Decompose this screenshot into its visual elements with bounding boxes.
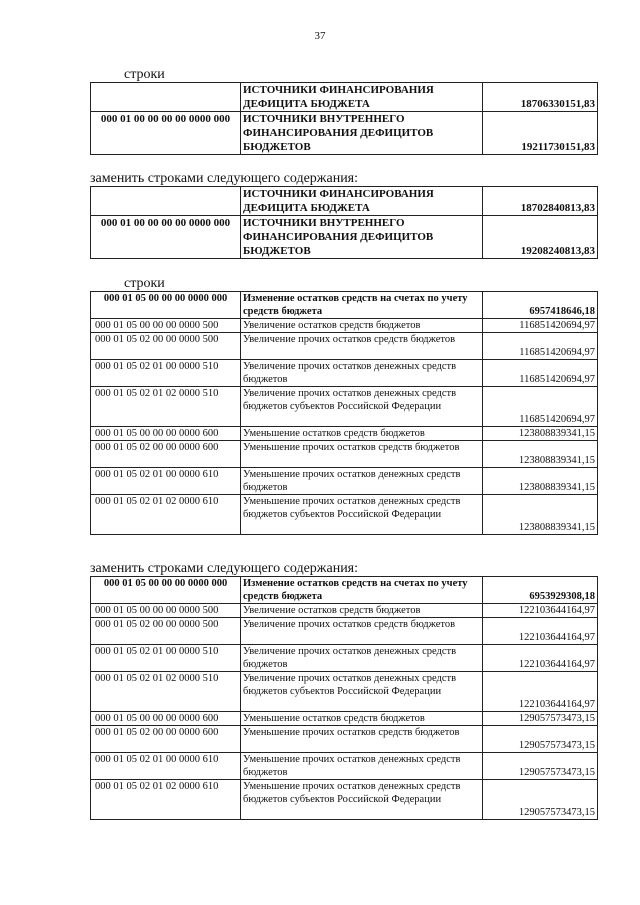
name-cell: Увеличение прочих остатков средств бюджетов: [241, 333, 483, 360]
name-cell: Уменьшение прочих остатков денежных средств бюджетов субъектов Российской Федерации: [241, 780, 483, 820]
code-cell: 000 01 05 00 00 00 0000 000: [91, 292, 241, 319]
code-cell: 000 01 05 02 01 00 0000 510: [91, 360, 241, 387]
name-cell: Изменение остатков средств на счетах по учету средств бюджета: [241, 577, 483, 604]
code-cell: 000 01 05 00 00 00 0000 000: [91, 577, 241, 604]
table-row: [91, 618, 598, 645]
table-row: [91, 292, 598, 319]
section-label-replace-1: заменить строками следующего содержания:: [90, 171, 359, 186]
name-cell: Уменьшение прочих остатков средств бюджетов: [241, 726, 483, 753]
table-balance-changes-old: [90, 291, 598, 535]
code-cell: 000 01 05 02 01 02 0000 510: [91, 672, 241, 712]
table-row: [91, 112, 598, 155]
name-cell: Уменьшение остатков средств бюджетов: [241, 712, 483, 726]
value-cell: 6957418646,18: [483, 292, 598, 319]
table-balance-changes-new: [90, 576, 598, 820]
value-cell: 122103644164,97: [483, 604, 598, 618]
table-row: [91, 712, 598, 726]
table-row: [91, 726, 598, 753]
value-cell: 129057573473,15: [483, 753, 598, 780]
table-row: [91, 645, 598, 672]
name-cell: Уменьшение прочих остатков денежных средств бюджетов: [241, 753, 483, 780]
name-cell: ИСТОЧНИКИ ВНУТРЕННЕГО ФИНАНСИРОВАНИЯ ДЕФИЦИТОВ БЮДЖЕТОВ: [241, 216, 483, 259]
name-cell: Увеличение прочих остатков денежных средств бюджетов: [241, 645, 483, 672]
name-cell: Уменьшение прочих остатков средств бюджетов: [241, 441, 483, 468]
code-cell: 000 01 00 00 00 00 0000 000: [91, 112, 241, 155]
value-cell: 116851420694,97: [483, 360, 598, 387]
code-cell: 000 01 05 02 01 02 0000 610: [91, 495, 241, 535]
code-cell: 000 01 05 02 00 00 0000 600: [91, 726, 241, 753]
code-cell: 000 01 05 00 00 00 0000 600: [91, 427, 241, 441]
code-cell: 000 01 05 02 01 02 0000 510: [91, 387, 241, 427]
name-cell: ИСТОЧНИКИ ФИНАНСИРОВАНИЯ ДЕФИЦИТА БЮДЖЕТА: [241, 83, 483, 112]
name-cell: Увеличение остатков средств бюджетов: [241, 319, 483, 333]
table-row: [91, 577, 598, 604]
page-number: 37: [314, 30, 326, 42]
table-deficit-sources-new: [90, 186, 598, 259]
value-cell: 116851420694,97: [483, 333, 598, 360]
table-row: [91, 427, 598, 441]
table-row: [91, 319, 598, 333]
name-cell: Увеличение прочих остатков денежных средств бюджетов субъектов Российской Федерации: [241, 672, 483, 712]
table-row: [91, 441, 598, 468]
code-cell: 000 01 05 02 01 00 0000 610: [91, 753, 241, 780]
table-row: [91, 495, 598, 535]
code-cell: 000 01 05 00 00 00 0000 500: [91, 604, 241, 618]
name-cell: Увеличение прочих остатков денежных средств бюджетов: [241, 360, 483, 387]
code-cell: 000 01 05 00 00 00 0000 600: [91, 712, 241, 726]
name-cell: Увеличение прочих остатков средств бюджетов: [241, 618, 483, 645]
section-label-replace-2: заменить строками следующего содержания:: [90, 561, 359, 576]
value-cell: 123808839341,15: [483, 468, 598, 495]
name-cell: Уменьшение прочих остатков денежных средств бюджетов: [241, 468, 483, 495]
code-cell: 000 01 05 00 00 00 0000 500: [91, 319, 241, 333]
value-cell: 129057573473,15: [483, 726, 598, 753]
value-cell: 129057573473,15: [483, 712, 598, 726]
value-cell: 122103644164,97: [483, 672, 598, 712]
value-cell: 18702840813,83: [483, 187, 598, 216]
value-cell: 122103644164,97: [483, 645, 598, 672]
code-cell: 000 01 05 02 00 00 0000 500: [91, 618, 241, 645]
value-cell: 6953929308,18: [483, 577, 598, 604]
value-cell: 19211730151,83: [483, 112, 598, 155]
table-row: [91, 468, 598, 495]
table-deficit-sources-old: [90, 82, 598, 155]
table-row: [91, 83, 598, 112]
value-cell: 18706330151,83: [483, 83, 598, 112]
value-cell: 19208240813,83: [483, 216, 598, 259]
code-cell: 000 01 00 00 00 00 0000 000: [91, 216, 241, 259]
value-cell: 122103644164,97: [483, 618, 598, 645]
code-cell: 000 01 05 02 01 00 0000 610: [91, 468, 241, 495]
code-cell: 000 01 05 02 01 02 0000 610: [91, 780, 241, 820]
code-cell: 000 01 05 02 00 00 0000 600: [91, 441, 241, 468]
code-cell: [91, 83, 241, 112]
table-row: [91, 387, 598, 427]
value-cell: 116851420694,97: [483, 319, 598, 333]
name-cell: Уменьшение остатков средств бюджетов: [241, 427, 483, 441]
name-cell: Увеличение прочих остатков денежных средств бюджетов субъектов Российской Федерации: [241, 387, 483, 427]
name-cell: Изменение остатков средств на счетах по учету средств бюджета: [241, 292, 483, 319]
table-row: [91, 333, 598, 360]
name-cell: ИСТОЧНИКИ ФИНАНСИРОВАНИЯ ДЕФИЦИТА БЮДЖЕТА: [241, 187, 483, 216]
table-row: [91, 360, 598, 387]
code-cell: 000 01 05 02 01 00 0000 510: [91, 645, 241, 672]
name-cell: Уменьшение прочих остатков денежных средств бюджетов субъектов Российской Федерации: [241, 495, 483, 535]
section-label-rows-1: строки: [124, 67, 165, 82]
table-row: [91, 216, 598, 259]
table-row: [91, 604, 598, 618]
name-cell: Увеличение остатков средств бюджетов: [241, 604, 483, 618]
table-row: [91, 187, 598, 216]
table-row: [91, 672, 598, 712]
value-cell: 123808839341,15: [483, 495, 598, 535]
value-cell: 123808839341,15: [483, 427, 598, 441]
value-cell: 123808839341,15: [483, 441, 598, 468]
code-cell: [91, 187, 241, 216]
table-row: [91, 753, 598, 780]
section-label-rows-2: строки: [124, 276, 165, 291]
table-row: [91, 780, 598, 820]
code-cell: 000 01 05 02 00 00 0000 500: [91, 333, 241, 360]
value-cell: 116851420694,97: [483, 387, 598, 427]
name-cell: ИСТОЧНИКИ ВНУТРЕННЕГО ФИНАНСИРОВАНИЯ ДЕФИЦИТОВ БЮДЖЕТОВ: [241, 112, 483, 155]
value-cell: 129057573473,15: [483, 780, 598, 820]
